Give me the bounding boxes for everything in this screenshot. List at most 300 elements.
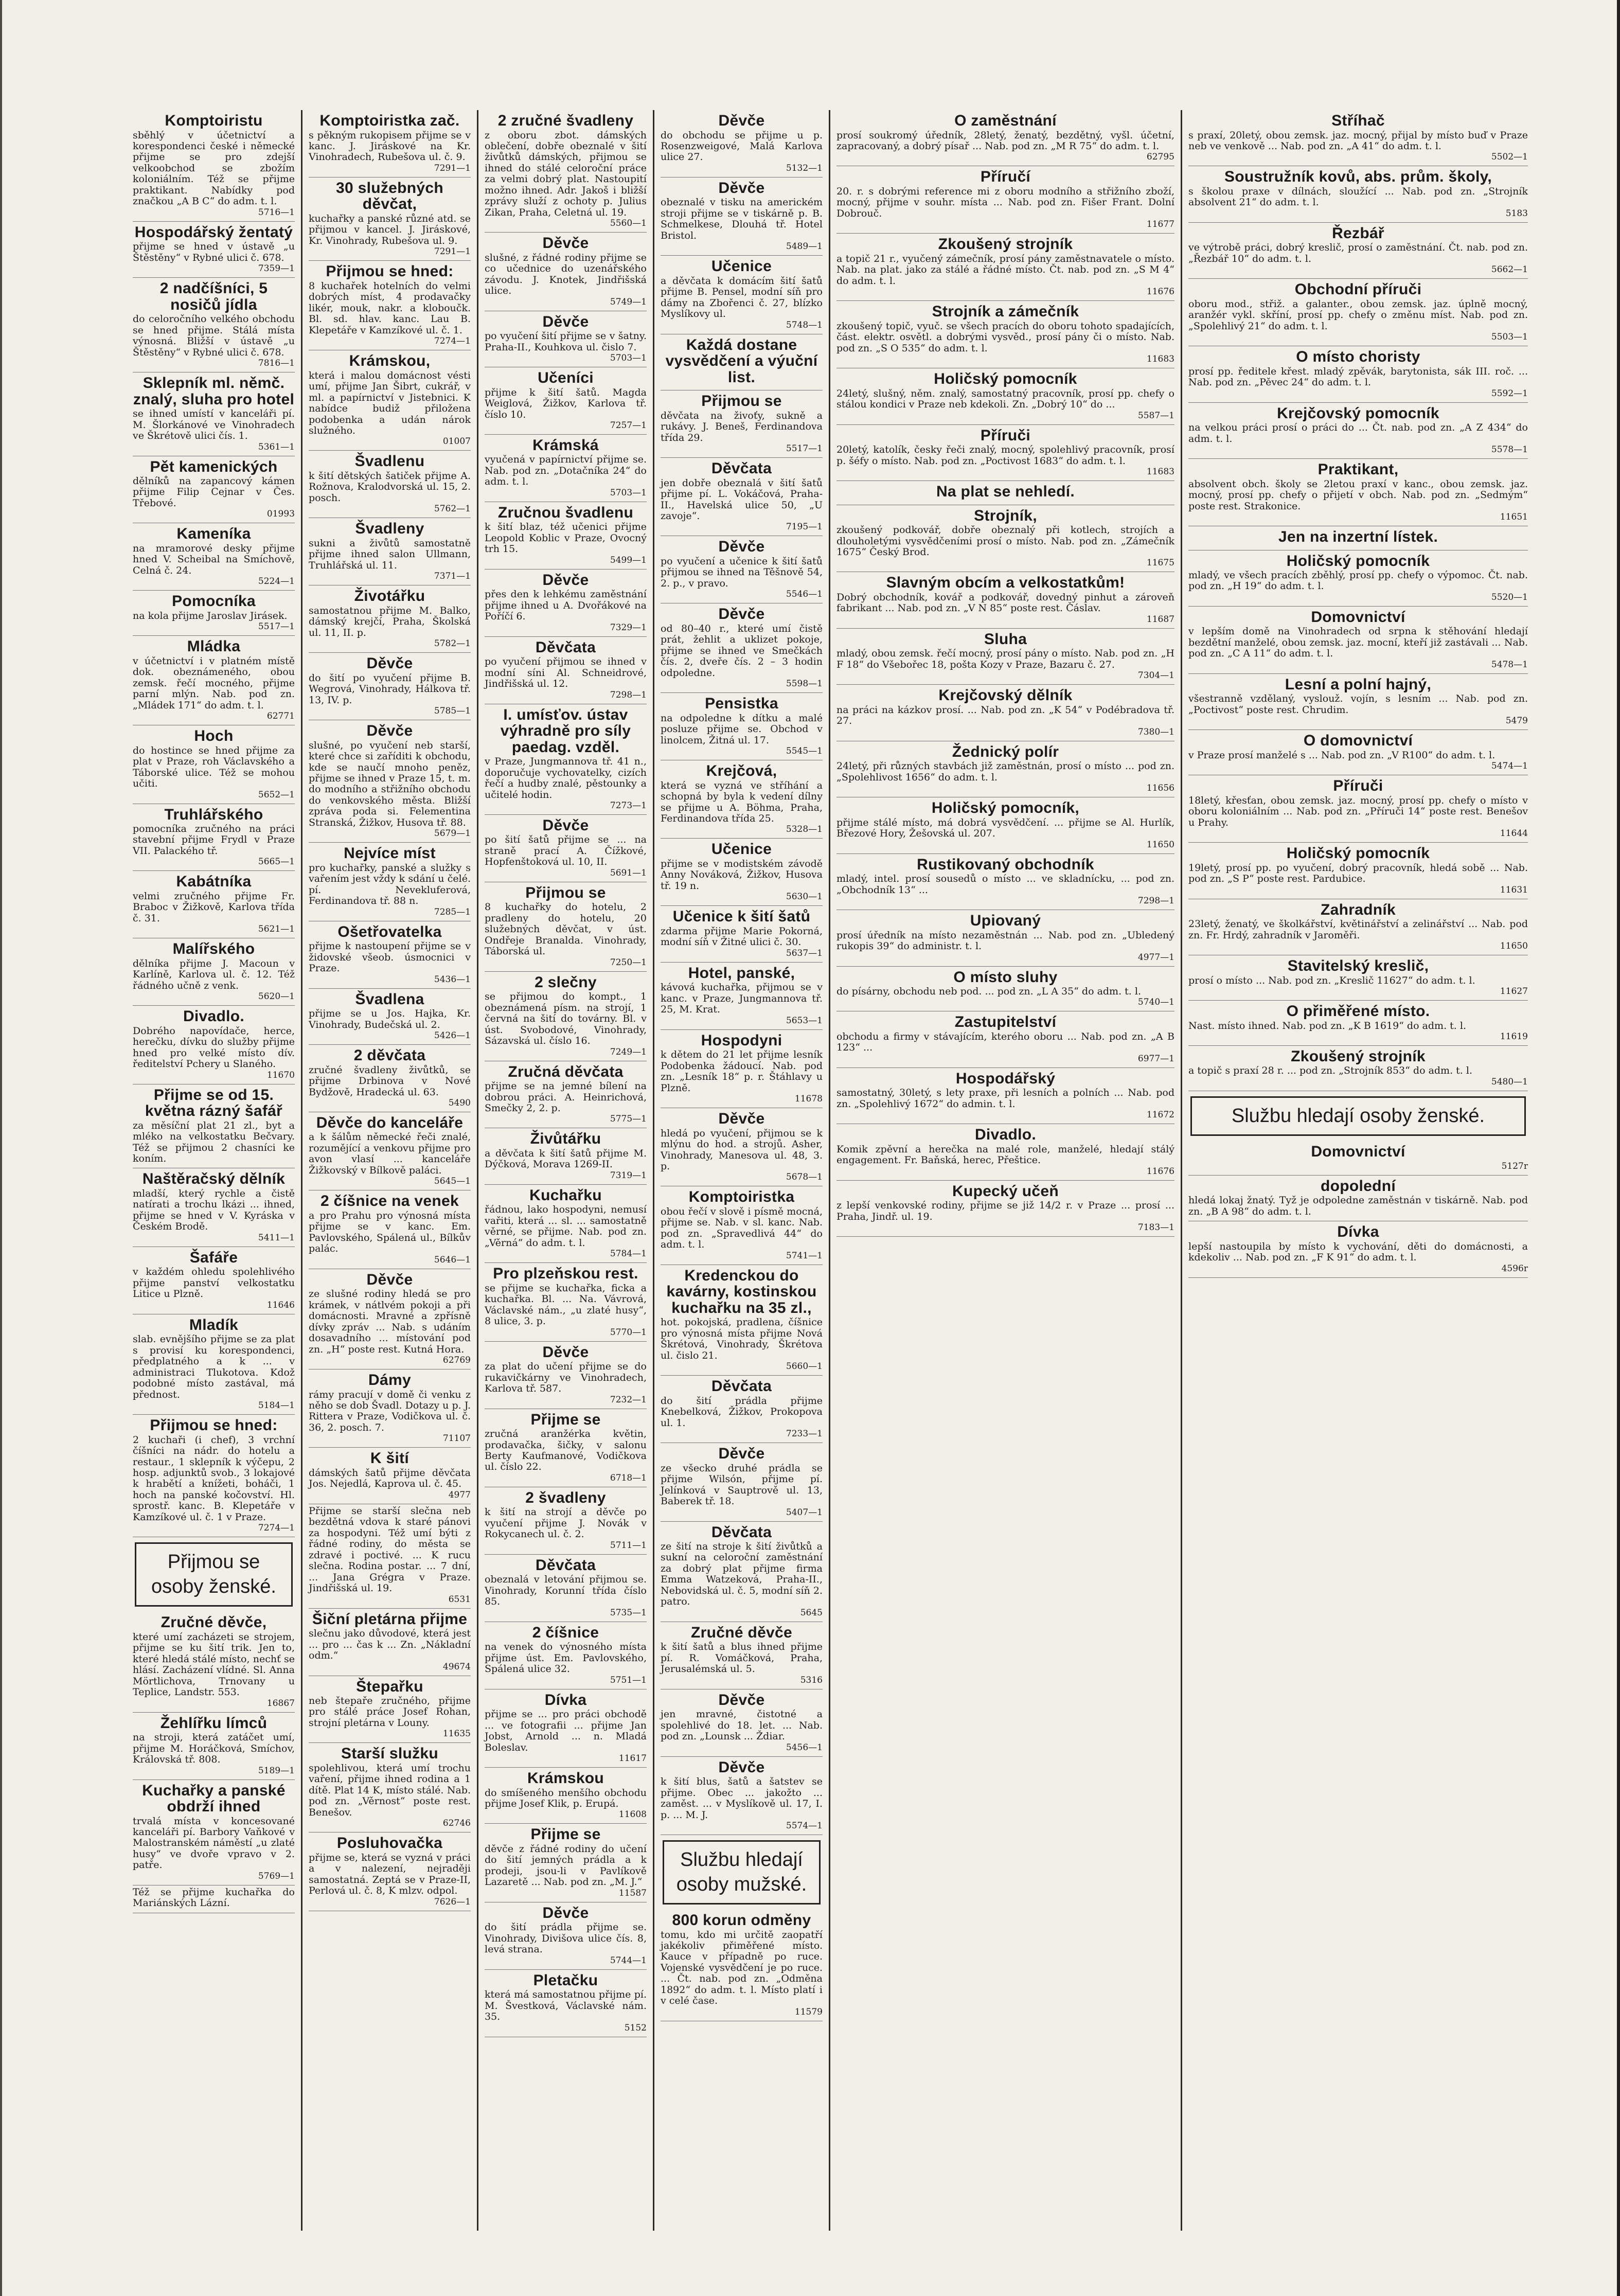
classified-ad bbox=[485, 1824, 647, 1902]
ad-body: 24letý, slušný, něm. znalý, samostatný pracovník, prosí pp. chefy o stálou kondici v Praze neb kdekoli. Zn. „Dobrý 10“ do ... bbox=[836, 387, 1174, 411]
ad-code: 5630—1 bbox=[786, 892, 823, 902]
classified-ad bbox=[1188, 1221, 1528, 1277]
classified-ad bbox=[309, 1832, 471, 1911]
ad-heading: Na plat se nehledí. bbox=[936, 483, 1075, 501]
classified-ad bbox=[309, 1743, 471, 1832]
column-2 bbox=[302, 110, 478, 2231]
ad-body: jen mravné, čistotné a spolehlivé do 18. let. ... Nab. pod zn. „Lounsk ... Ždiar. bbox=[661, 1708, 823, 1742]
ad-code: 5762—1 bbox=[434, 504, 471, 514]
ad-code: 11683 bbox=[1146, 467, 1174, 477]
ad-code: 5328—1 bbox=[786, 824, 823, 835]
classified-ad bbox=[661, 256, 823, 334]
ad-heading: Děvče bbox=[366, 655, 413, 672]
classified-ad bbox=[133, 372, 295, 456]
ad-code: 5662—1 bbox=[1491, 264, 1528, 275]
ad-code: 7250—1 bbox=[610, 957, 647, 968]
ad-code: 11676 bbox=[1146, 287, 1174, 297]
ad-body: prosí o místo ... Nab. pod zn. „Kreslič 11627“ do adm. t. l. bbox=[1188, 974, 1475, 986]
ad-body: přijme k šití šatů. Magda Weiglová, Žižkov, Karlova tř. číslo 10. bbox=[485, 386, 647, 420]
ad-body: spolehlivou, která umí trochu vaření, přijme ihned rodina a 1 dítě. Plat 14 K, místo stálé. Nab. pod zn. „Věrnost“ poste rest. Benešov. bbox=[309, 1762, 471, 1818]
ad-code: 62771 bbox=[266, 711, 295, 722]
ad-heading: K šití bbox=[370, 1450, 410, 1467]
ad-code: 5316 bbox=[800, 1675, 823, 1685]
ad-heading: Nejvíce míst bbox=[344, 845, 436, 862]
ad-body: sběhlý v účetnictví a korespondenci české i německé přijme se pro zdejší velkoobchod se zbožím koloniálním. Též se přijme praktikant. Nabídky pod značkou „A B C“ do adm. t. l. bbox=[133, 129, 295, 207]
classified-ad bbox=[661, 1689, 823, 1757]
ad-body: a k šálům německé řeči znalé, rozumějící a venkovu přijme pro avon vlasí ... kanceláře Žižkovský v Bílkově paláci. bbox=[309, 1131, 471, 1176]
ad-body: která i malou domácnost vésti umí, přijme Jan Šibrt, cukrář, v ml. a papírnictví v Jistebnici. K nabídce budiž přiložena podobenka a udán nárok služného. bbox=[309, 369, 471, 436]
ad-body: pro kuchařky, panské a služky s vařením jest vždy k sdání u čelé. pí. Nevekluferová, Ferdinandova tř. 88 n. bbox=[309, 862, 471, 907]
classified-ad bbox=[836, 572, 1174, 628]
ad-heading: Praktikant, bbox=[1318, 461, 1399, 478]
ad-code: 7298—1 bbox=[610, 689, 647, 700]
ad-heading: Děvče bbox=[718, 606, 765, 623]
ad-heading: Krejčová, bbox=[706, 762, 777, 780]
ad-body: přijme se ... pro práci obchodě ... ve fotografii ... přijme Jan Jobst, Arnold ... n. Mladá Boleslav. bbox=[485, 1708, 647, 1753]
ad-heading: 2 nadčíšníci, 5 nosičů jídla bbox=[159, 280, 268, 313]
ad-code: 62795 bbox=[1146, 152, 1174, 163]
ad-code: 16867 bbox=[266, 1698, 295, 1708]
ad-heading: Upiovaný bbox=[970, 912, 1041, 930]
ad-code: 5748—1 bbox=[786, 319, 823, 330]
ad-heading: Komptoiristka bbox=[688, 1188, 795, 1206]
ad-heading: Děvče bbox=[542, 571, 589, 589]
ad-code: 5744—1 bbox=[610, 1955, 647, 1966]
ad-body: prosí pp. ředitele křest. mladý zpěvák, barytonista, sák III. roč. ... Nab. pod zn. „Pěvec 24“ do adm. t. l. bbox=[1188, 365, 1528, 388]
classified-ad bbox=[309, 1190, 471, 1269]
classified-ad bbox=[1188, 1001, 1528, 1046]
ad-heading: Učenice bbox=[711, 258, 772, 275]
ad-body: s školou praxe v dílnách, sloužící ... Nab. pod zn. „Strojník absolvent 21“ do adm. t. l. bbox=[1188, 185, 1528, 208]
classified-ad bbox=[133, 456, 295, 524]
ad-code: 7291—1 bbox=[434, 246, 471, 257]
ad-code: 5361—1 bbox=[258, 441, 295, 452]
ad-code: 5703—1 bbox=[610, 353, 647, 364]
classified-ad bbox=[133, 804, 295, 871]
ad-body: k šití šatů a blus ihned přijme pí. R. Vomáčková, Praha, Jerusalémská ul. 5. bbox=[661, 1641, 823, 1675]
ad-body: Dobrý obchodník, kovář a podkovář, dovedný pinhut a zároveň fabrikant ... Nab. pod zn. „V N 85“ poste rest. Čáslav. bbox=[836, 591, 1174, 614]
ad-heading: Děvčata bbox=[535, 1556, 596, 1574]
classified-ad bbox=[1188, 550, 1528, 607]
ad-heading: Holičský pomocník bbox=[1286, 845, 1430, 862]
ad-heading: O přiměřené místo. bbox=[1286, 1003, 1430, 1020]
ad-heading: Řezbář bbox=[1332, 224, 1384, 242]
ad-code: 5637—1 bbox=[786, 948, 823, 958]
classified-ad bbox=[661, 110, 823, 177]
ad-code: 5782—1 bbox=[434, 638, 471, 649]
ad-code: 7371—1 bbox=[434, 571, 471, 582]
ad-code: 5411—1 bbox=[258, 1232, 295, 1243]
ad-heading: Dámy bbox=[368, 1372, 411, 1389]
classified-ad bbox=[836, 797, 1174, 853]
ad-body: zkoušený podkovář, dobře obeznalý při kotlech, strojích a dlouholetými vysvědčeními prosí o místo. Nab. pod zn. „Zámečník 1675“ Český Brod. bbox=[836, 524, 1174, 558]
ad-body: hledá lokaj žnatý. Tyž je odpoledne zaměstnán v tiskárně. Nab. pod zn. „B A 98“ do adm. t. l. bbox=[1188, 1195, 1528, 1217]
classified-ad bbox=[836, 1124, 1174, 1180]
ad-body: do celoročního velkého obchodu se hned přijme. Stálá místa výnosná. Bližší v ústavě „u Štěstěny“ v Rybné ulici č. 678. bbox=[133, 313, 295, 358]
classified-ad bbox=[309, 451, 471, 518]
ad-heading: 30 služebných děvčat, bbox=[336, 179, 443, 213]
classified-ad bbox=[133, 1247, 295, 1314]
ad-body: do hostince se hned přijme za plat v Praze, roh Václavského a Táborské ulice. Též se mohou učiti. bbox=[133, 744, 295, 790]
ad-heading: Naštěračský dělník bbox=[142, 1170, 286, 1188]
ad-code: 6718—1 bbox=[610, 1472, 647, 1483]
ad-body: kuchařky a panské různé atd. se přijmou v kancel. J. Jiráskové, Kr. Vinohrady, Rubešova ul. 9. bbox=[309, 212, 471, 246]
ad-code: 5703—1 bbox=[610, 487, 647, 498]
classified-ad bbox=[1188, 899, 1528, 955]
classified-ad bbox=[133, 523, 295, 591]
classified-ad bbox=[133, 636, 295, 725]
ad-body: v Praze prosí manželé s ... Nab. pod zn. „V R100“ do adm. t. l. bbox=[1188, 749, 1496, 761]
classified-ad bbox=[309, 1045, 471, 1112]
ad-code: 7285—1 bbox=[434, 906, 471, 917]
classified-ad bbox=[133, 1780, 295, 1885]
classified-ad bbox=[309, 518, 471, 585]
ad-code: 5653—1 bbox=[786, 1015, 823, 1026]
ad-heading: Švadleny bbox=[355, 520, 424, 538]
ad-heading: Děvče bbox=[542, 1343, 589, 1361]
classified-ad bbox=[836, 629, 1174, 685]
ad-code: 5127r bbox=[1501, 1161, 1528, 1171]
classified-ad bbox=[309, 1269, 471, 1369]
classified-ad bbox=[1188, 403, 1528, 459]
classified-ad bbox=[309, 1676, 471, 1743]
ad-heading: Posluhovačka bbox=[336, 1835, 443, 1852]
ad-body: všestranně vzdělaný, vyslouž. vojín, s lesním ... Nab. pod zn. „Poctivost“ poste rest. Chrudim. bbox=[1188, 693, 1528, 716]
ad-body: do písárny, obchodu neb pod. ... pod zn. „L A 35“ do adm. t. l. bbox=[836, 986, 1141, 997]
classified-ad bbox=[309, 585, 471, 653]
ad-code: 11687 bbox=[1146, 614, 1174, 625]
ad-heading: Děvče bbox=[718, 538, 765, 556]
ad-body: a děvčata k šití šatů přijme M. Dýčková, Morava 1269-II. bbox=[485, 1147, 647, 1170]
ad-body: slušné, po vyučení neb starší, které chce si zaříditi k obchodu, kde se naučí mnoho peněz, přijme se ihned v Praze 15, t. m. do modního a střižního obchodu do venkovského města. Bližší zpráva poda si. Felementina Stranská, Žižkov, Husova tř. 88. bbox=[309, 739, 471, 828]
page-right-edge bbox=[1617, 0, 1620, 2296]
ad-heading: Rustikovaný obchodník bbox=[917, 856, 1094, 873]
ad-heading: Přijmou se bbox=[701, 393, 782, 410]
column-1 bbox=[127, 110, 302, 2231]
ad-code: 62769 bbox=[442, 1355, 471, 1366]
ad-body: po šití šatů přijme se ... na straně prací A. Čížkové, Hopfenštoková ul. 10, II. bbox=[485, 834, 647, 868]
ad-heading: Děvče bbox=[718, 112, 765, 129]
ad-body: děvče z řádné rodiny do učení do šití jemných prádla a k prodeji, jsou-li v Pavlíkově Lazaretě ... Nab. pod zn. „M. J.“ bbox=[485, 1843, 647, 1888]
ad-code: 11676 bbox=[1146, 1166, 1174, 1177]
ad-code: 5770—1 bbox=[610, 1327, 647, 1338]
classified-ad bbox=[1188, 459, 1528, 526]
ad-heading: O domovnictví bbox=[1303, 732, 1413, 750]
ad-body: hledá po vyučení, přijmou se k mlýnu do hod. a strojů. Asher, Vinohrady, Manesova ul. 48, 3. p. bbox=[661, 1127, 823, 1172]
ad-code: 5189—1 bbox=[258, 1765, 295, 1776]
ad-code: 7183—1 bbox=[1137, 1222, 1174, 1233]
classified-ad bbox=[133, 278, 295, 372]
ad-code: 5751—1 bbox=[610, 1675, 647, 1685]
ad-heading: 800 korun odměny bbox=[672, 1912, 811, 1929]
ad-heading: Pletačku bbox=[533, 1971, 598, 1989]
ad-heading: Jen na inzertní lístek. bbox=[1278, 528, 1438, 545]
classified-ad bbox=[661, 603, 823, 693]
classified-ad bbox=[309, 261, 471, 350]
ad-code: 5652—1 bbox=[258, 789, 295, 800]
ad-code: 5646—1 bbox=[434, 1254, 471, 1265]
ad-body: vyučená v papírnictví přijme se. Nab. pod zn. „Dotačníka 24“ do adm. t. l. bbox=[485, 454, 647, 488]
ad-code: 5426—1 bbox=[434, 1030, 471, 1041]
ad-code: 7273—1 bbox=[610, 800, 647, 811]
ad-heading: Děvče bbox=[718, 1691, 765, 1708]
ad-code: 49674 bbox=[442, 1661, 471, 1672]
ad-heading: Děvčata bbox=[711, 1378, 772, 1395]
classified-ad bbox=[485, 815, 647, 882]
ad-heading: Děvče bbox=[366, 1271, 413, 1288]
classified-ad bbox=[836, 685, 1174, 741]
ad-code: 11650 bbox=[1146, 839, 1174, 850]
ad-heading: Dívka bbox=[1337, 1223, 1379, 1241]
ad-code: 5183 bbox=[1505, 208, 1528, 219]
ad-code: 7274—1 bbox=[258, 1523, 295, 1534]
ad-body: lepší nastoupila by místo k vychování, děti do domácnosti, a kdekoliv ... Nab. pod zn. „F K 91“ do adm. t. l. bbox=[1188, 1240, 1528, 1263]
classified-ad bbox=[485, 502, 647, 569]
ad-body: ze slušné rodiny hledá se pro krámek, v nátlvém pokoji a při domácnosti. Mravné a zpřísně dívky zpráv ... Nab. s udáním dosavadního ... místování pod zn. „H“ poste rest. Kutná Hora. bbox=[309, 1288, 471, 1355]
classified-ad bbox=[836, 505, 1174, 573]
ad-code: 11631 bbox=[1500, 884, 1528, 895]
ad-heading: Hoch bbox=[194, 727, 234, 745]
ad-heading: Zručná děvčata bbox=[508, 1063, 624, 1080]
ad-heading: Žehlířku límců bbox=[160, 1714, 268, 1732]
classified-ad bbox=[1188, 346, 1528, 402]
classified-ad bbox=[836, 110, 1174, 166]
ad-heading: Děvče bbox=[542, 816, 589, 834]
ad-body: v Praze, Jungmannova tř. 41 n., doporučuje vychovatelky, cizích řečí a hudby znalé, pěstounky a učitelé hodin. bbox=[485, 756, 647, 800]
ad-heading: Holičský pomocník bbox=[934, 370, 1077, 388]
ad-heading: Sluha bbox=[984, 630, 1027, 648]
ad-code: 5598—1 bbox=[786, 679, 823, 689]
ad-body: dámských šatů přijme děvčata Jos. Nejedlá, Kaprova ul. č. 45. bbox=[309, 1467, 471, 1490]
ad-heading: Obchodní příruči bbox=[1294, 281, 1422, 298]
ad-body: 8 kuchařky do hotelu, 2 pradleny do hotelu, 20 služebných děvčat, v úst. Ondřeje Branalda. Vinohrady, Táborská ul. bbox=[485, 901, 647, 957]
classified-ad bbox=[836, 481, 1174, 505]
ad-body: přijme se, která se vyzná v práci a v nalezení, nejraději samostatná. Zeptá se v Praze-II, Perlová ul. č. 8, K mlzv. odpol. bbox=[309, 1852, 471, 1897]
classified-ad bbox=[836, 741, 1174, 797]
ad-body: tomu, kdo mi určitě zaopatří jakékoliv přiměřené místo. Kauce v případně po ruce. Vojenské vysvědčení je po ruce. ... Čt. nab. pod zn. „Odměna 1892“ do adm. t. l. Místo platí i v celé čase. bbox=[661, 1929, 823, 2007]
classified-ad bbox=[133, 1006, 295, 1084]
ad-heading: Děvče bbox=[718, 1110, 765, 1128]
ad-code: 5621—1 bbox=[258, 924, 295, 935]
classified-ad bbox=[1188, 223, 1528, 279]
ad-heading: Krámská bbox=[532, 436, 599, 454]
ad-heading: Učeníci bbox=[538, 369, 594, 387]
ad-code: 5645—1 bbox=[434, 1176, 471, 1187]
ad-code: 5711—1 bbox=[610, 1540, 647, 1551]
ad-code: 7274—1 bbox=[434, 336, 471, 347]
ad-code: 7291—1 bbox=[434, 163, 471, 173]
ad-code: 5578—1 bbox=[1491, 444, 1528, 455]
classified-ad bbox=[485, 637, 647, 704]
ad-code: 5741—1 bbox=[786, 1250, 823, 1261]
ad-heading: Kupecký učeň bbox=[952, 1182, 1059, 1200]
classified-ad bbox=[661, 1030, 823, 1108]
ad-heading: Kameníka bbox=[176, 525, 251, 543]
ad-body: zručné švadleny živůtků, se přijme Drbinova v Nové Bydžově, Hradecká ul. 63. bbox=[309, 1064, 471, 1098]
ad-body: 19letý, prosí pp. po vyučení, dobrý pracovník, hledá sobě ... Nab. pod zn. „S P“ poste rest. Pardubice. bbox=[1188, 862, 1528, 885]
classified-ad bbox=[485, 367, 647, 435]
ad-code: 5407—1 bbox=[786, 1507, 823, 1518]
ad-code: 11683 bbox=[1146, 354, 1174, 365]
ad-body: 23letý, ženatý, ve školkářství, květinářství a zelinářství ... Nab. pod zn. Fr. Hrdý, zahradník v Jaroměři. bbox=[1188, 918, 1528, 941]
ad-body: Dobrého napovídače, herce, herečku, dívku do služby přijme hned pro velké místo dív. ředitelství Pchery u Slaného. bbox=[133, 1025, 295, 1070]
ad-body: samostatný, 30letý, s lety praxe, při lesních a polních ... Nab. pod zn. „Spolehlivý 1672“ do admin. t. l. bbox=[836, 1087, 1174, 1110]
ad-heading: Příručí bbox=[980, 168, 1031, 186]
ad-body: v lepším domě na Vinohradech od srpna k stěhování hledají bezdětní manželé, obou zemsk. jaz. mocní, kteří již zastávali ... Nab. pod zn. „C A 11“ do adm. t. l. bbox=[1188, 626, 1528, 660]
ad-body: zkoušený topič, vyuč. se všech pracích do oboru tohoto spadajících, část. elektr. osvětl. a dobrými vysvěd., prosí pány či o místo. Nab. pod zn. „S O 535“ do adm. t. l. bbox=[836, 320, 1174, 354]
classified-ad bbox=[1188, 775, 1528, 843]
ad-body: řádnou, lako hospodyni, nemusí vařiti, která ... sl. ... samostatně věrné, se přijme. Nab. pod zn. „Věrná“ do adm. t. l. bbox=[485, 1204, 647, 1249]
column-4 bbox=[654, 110, 830, 2231]
ad-body: ze všecko druhé prádla se přijme Wilsón, přijme pí. Jelínková v Sauptrově ul. 13, Baberek tř. 18. bbox=[661, 1462, 823, 1507]
classified-ad bbox=[836, 1068, 1174, 1124]
ad-heading: O zaměstnání bbox=[954, 112, 1057, 129]
ad-heading: Strojník a zámečník bbox=[932, 303, 1079, 321]
ad-body: dělníků na zapancový kámen přijme Filip Cejnar v Čes. Třebové. bbox=[133, 475, 295, 509]
ad-heading: O místo choristy bbox=[1296, 348, 1420, 366]
ad-code: 7257—1 bbox=[610, 420, 647, 431]
classified-ad bbox=[485, 233, 647, 311]
ad-body: mladý, intel. prosí sousedů o místo ... ve skladnícku, ... pod zn. „Obchodník 13“ ... bbox=[836, 873, 1174, 896]
ad-heading: Divadlo. bbox=[974, 1126, 1037, 1144]
classified-ad bbox=[1188, 843, 1528, 899]
classified-ad bbox=[661, 1443, 823, 1521]
ad-body: na mramorové desky přijme hned V. Scheibal na Smíchově, Celná č. 24. bbox=[133, 542, 295, 576]
classified-ad bbox=[485, 1061, 647, 1129]
ad-code: 5775—1 bbox=[610, 1114, 647, 1125]
ad-body: která se vyzná ve stříhání a schopná by byla k vedení dílny se přijme u A. Böhma, Praha, Ferdinandova třída 25. bbox=[661, 779, 823, 824]
ad-body: obou řečí v slově i písmě mocná, přijme se. Nab. v sl. kanc. Nab. pod zn. „Spravedlivá 44“ do adm. t. l. bbox=[661, 1205, 823, 1251]
classified-ad bbox=[836, 301, 1174, 368]
classified-ad bbox=[661, 839, 823, 906]
classified-ad bbox=[485, 1342, 647, 1409]
classified-ad bbox=[133, 110, 295, 222]
ad-code: 5545—1 bbox=[786, 746, 823, 757]
ad-body: ze šití na stroje k šití živůtků a sukní na celoroční zaměstnání za dobrý plat přijme firma Emma Watzeková, Praha-II., Nebovidská ul. č. 5, modní síň 2. patro. bbox=[661, 1541, 823, 1608]
ad-body: se přijmou do kompt., 1 obeznámená písm. na strojí, 1 červná na šití do továrny. Bl. v úst. Svobodové, Vinohrady, Sázavská ul. číslo 16. bbox=[485, 991, 647, 1047]
ad-body: zdarma přijme Marie Pokorná, modní síň v Žitné ulici č. 30. bbox=[661, 925, 823, 948]
ad-heading: Zručnou švadlenu bbox=[497, 504, 634, 521]
ad-heading: Hospodářský žentatý bbox=[134, 223, 293, 241]
classified-ad bbox=[133, 222, 295, 278]
classified-ad bbox=[836, 910, 1174, 966]
ad-body: 20letý, katolík, česky řeči znalý, mocný, spolehlivý pracovník, prosí p. šéfy o místo. Nab. pod zn. „Poctivost 1683“ do adm. t. l. bbox=[836, 444, 1174, 467]
ad-body: slušné, z řádné rodiny přijme se co učednice do uzenářského závodu. J. Knotek, Jindřišská ulice. bbox=[485, 252, 647, 297]
ad-code: 5152 bbox=[624, 2022, 647, 2033]
classified-ad bbox=[661, 1910, 823, 2021]
classified-ad bbox=[1188, 607, 1528, 674]
ad-code: 5503—1 bbox=[1491, 332, 1528, 343]
classified-ad bbox=[133, 1168, 295, 1247]
ad-body: mladý, ve všech pracích zběhlý, prosí pp. chefy o výpomoc. Čt. nab. pod zn. „H 19“ do adm. t. l. bbox=[1188, 569, 1528, 592]
ad-code: 5517—1 bbox=[258, 621, 295, 632]
ad-body: jen dobře obeznalá v šití šatů přijme pí. L. Vokáčová, Praha-II., Havelská ulice 50, „U zavoje“. bbox=[661, 477, 823, 522]
ad-heading: Šafáře bbox=[189, 1249, 238, 1266]
ad-code: 5499—1 bbox=[610, 555, 647, 565]
ad-heading: Přijme se od 15. května rázný šafář bbox=[145, 1086, 283, 1120]
ad-body: na odpoledne k dítku a malé posluze přijme se. Obchod v linolcem, Žitná ul. 17. bbox=[661, 712, 823, 746]
ad-heading: Domovnictví bbox=[1311, 608, 1405, 626]
ad-body: a topič 21 r., vyučený zámečník, prosí pány zaměstnavatele o místo. Nab. na plat. jako za stálé a řádné místo. Čt. nab. pod zn. „S M 4“ do adm. t. l. bbox=[836, 253, 1174, 287]
classified-ad bbox=[1188, 955, 1528, 1001]
classified-ad bbox=[309, 843, 471, 921]
ad-heading: Krejčovský dělník bbox=[938, 687, 1073, 704]
classified-ad bbox=[485, 1409, 647, 1487]
classified-ad bbox=[836, 425, 1174, 481]
classified-ad bbox=[485, 1622, 647, 1689]
ad-code: 4977—1 bbox=[1137, 952, 1174, 963]
classified-ad bbox=[661, 1186, 823, 1265]
ad-body: do šití prádla přijme se. Vinohrady, Divišova ulice čís. 8, levá strana. bbox=[485, 1921, 647, 1955]
classified-ad bbox=[133, 1084, 295, 1169]
ad-body: zručná aranžérka květin, prodavačka, šičky, v salonu Berty Kaufmanové, Vodičkova ul. číslo 22. bbox=[485, 1428, 647, 1473]
ad-body: 20. r. s dobrými reference mi z oboru modního a střižního zboží, mocný, přijme v souhr. místa ... Nab. pod zn. Fišer Frant. Dolní Dobrouč. bbox=[836, 185, 1174, 219]
ad-heading: Děvče bbox=[542, 1904, 589, 1921]
classified-ad bbox=[309, 1112, 471, 1190]
classified-ad bbox=[1188, 1046, 1528, 1091]
ad-heading: Krámskou, bbox=[349, 352, 431, 370]
ad-body: k šití blaz, též učenici přijme Leopold Koblic v Praze, Ovocný trh 15. bbox=[485, 521, 647, 555]
ad-heading: Zručné děvče, bbox=[161, 1614, 267, 1631]
ad-body: přijme se hned v ústavě „u Štěstěny“ v Rybné ulici č. 678. bbox=[133, 241, 295, 263]
ad-body: Nast. místo ihned. Nab. pod zn. „K B 1619“ do adm. t. l. bbox=[1188, 1020, 1466, 1031]
classified-ad bbox=[485, 110, 647, 233]
ad-body: k dětem do 21 let přijme lesník Podobenka žádoucí. Nab. pod zn. „Lesník 18“ p. r. Štáhlavy u Plzně. bbox=[661, 1049, 823, 1094]
ad-code: 5480—1 bbox=[1491, 1076, 1528, 1087]
ad-code: 5546—1 bbox=[786, 589, 823, 600]
ad-code: 11587 bbox=[618, 1888, 647, 1898]
ad-heading: I. umísťov. ústav výhradně pro síly paedag. vzděl. bbox=[500, 706, 631, 756]
ad-body: Komik zpěvní a herečka na malé role, manželé, hledají stálý engagement. Fr. Baňská, herec, Přeštice. bbox=[836, 1143, 1174, 1166]
ad-body: prosí úředník na místo nezaměstnán ... Nab. pod zn. „Ubledený rukopis 39“ do administr. t. l. bbox=[836, 929, 1174, 952]
ad-body: přijme stálé místo, má dobrá vysvědčení. ... přijme se Al. Hurlík, Březové Hory, Žešovská ul. 207. bbox=[836, 816, 1174, 840]
ad-body: a děvčata k domácím šití šatů přijme B. Pensel, modní síň pro dámy na Zbořenci č. 27, blízko Myslíkovy ul. bbox=[661, 275, 823, 320]
ad-body: přijme se na jemné bílení na dobrou práci. A. Heinrichová, Smečky 2, 2. p. bbox=[485, 1080, 647, 1114]
ad-code: 11627 bbox=[1500, 986, 1528, 996]
ad-body: k šití dětských šatiček přijme A. Rožnova, Kralodvorská ul. 15, 2. posch. bbox=[309, 470, 471, 504]
ad-heading: Zručné děvče bbox=[690, 1624, 793, 1641]
ad-code: 6531 bbox=[448, 1594, 471, 1605]
ad-body: neb štepaře zručného, přijme pro stálé práce Josef Rohan, strojní pletárna v Louny. bbox=[309, 1695, 471, 1729]
classified-ad bbox=[836, 854, 1174, 910]
classified-ad bbox=[309, 350, 471, 451]
classified-ad bbox=[309, 110, 471, 177]
classified-ad bbox=[1188, 110, 1528, 166]
ad-code: 5490 bbox=[448, 1097, 471, 1108]
ad-code: 11650 bbox=[1500, 941, 1528, 952]
ad-body: z lepší venkovské rodiny, přijme se již 14/2 r. v Praze ... prosí ... Praha, Jindř. ul. 19. bbox=[836, 1200, 1174, 1222]
ad-heading: Mládka bbox=[187, 638, 241, 655]
ad-body: a pro Prahu pro výnosná místa přijme se v kanc. Em. Pavlovského, Spálená ul., Bílkův palác. bbox=[309, 1209, 471, 1255]
ad-heading: Přijme se bbox=[530, 1826, 601, 1843]
ad-body: která má samostatnou přijme pí. M. Švestková, Václavské nám. 35. bbox=[485, 1989, 647, 2023]
ad-heading: Zahradník bbox=[1320, 901, 1396, 918]
ad-body: absolvent obch. školy se 2letou praxí v kanc., obou zemsk. jaz. mocný, prosí pp. chefy o přijetí v obch. Nab. pod zn. „Sedmým“ poste rest. Strakonice. bbox=[1188, 478, 1528, 512]
ad-code: 7195—1 bbox=[786, 522, 823, 532]
ad-code: 7298—1 bbox=[1137, 896, 1174, 906]
ad-body: děvčata na živoťy, sukně a rukávy. J. Beneš, Ferdinandova třída 29. bbox=[661, 410, 823, 443]
ad-heading: Holičský pomocník, bbox=[931, 799, 1080, 817]
ad-heading: Pět kamenických bbox=[150, 458, 278, 475]
ad-heading: Kuchařku bbox=[529, 1186, 602, 1204]
ad-body: od 80–40 r., které umí čistě prát, žehlit a uklizet pokoje, přijme se ihned ve Smečkách čís. 2, dveře čís. 2 – 3 hodin odpoledne. bbox=[661, 622, 823, 679]
ad-body: se ihned umístí v kanceláři pí. M. Šlorkánové ve Vinohradech ve Škrétově ulici čís. 1. bbox=[133, 408, 295, 442]
ad-code: 5749—1 bbox=[610, 296, 647, 307]
ad-code: 6977—1 bbox=[1137, 1053, 1174, 1064]
classified-ad bbox=[661, 334, 823, 391]
ad-code: 11672 bbox=[1146, 1110, 1174, 1120]
classified-ad bbox=[1188, 1176, 1528, 1221]
